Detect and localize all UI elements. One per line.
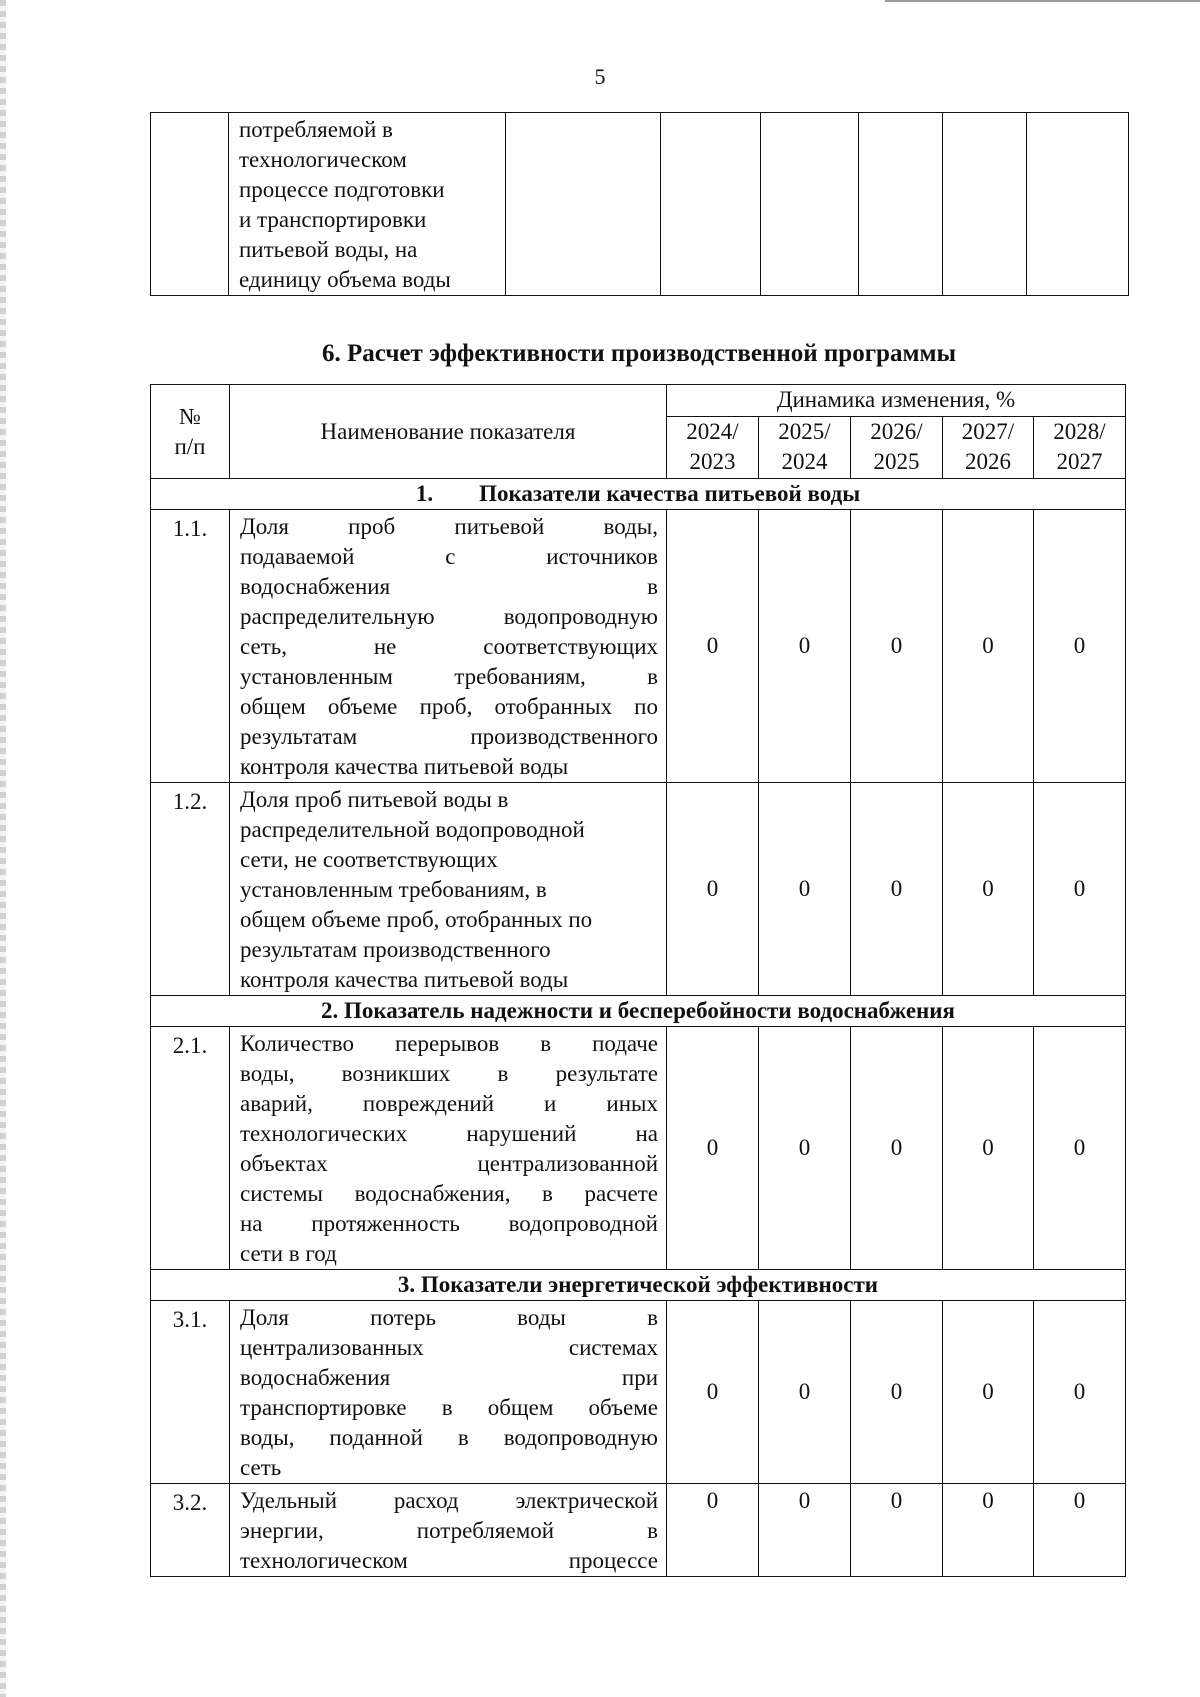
indicator-line: общем объеме проб, отобранных по — [240, 907, 593, 932]
indicator-line: энергии, потребляемой в — [240, 1518, 658, 1543]
table-cell — [661, 113, 761, 296]
indicator-line: сеть — [240, 1455, 282, 1480]
indicator-line: контроля качества питьевой воды — [240, 754, 569, 779]
year-header: 2027/ 2026 — [943, 416, 1034, 478]
indicator-line: установленным требованиям, в — [240, 877, 547, 902]
value-cell: 0 — [943, 510, 1034, 783]
indicator-line: водоснабжения при — [240, 1365, 658, 1390]
indicator-line: контроля качества питьевой воды — [240, 967, 569, 992]
year-header: 2026/ 2025 — [851, 416, 943, 478]
table-row — [151, 1484, 1126, 1577]
description-line: потребляемой в — [239, 117, 393, 142]
indicator-line: сети в год — [240, 1241, 337, 1266]
table-cell — [1027, 113, 1129, 296]
indicator-line: общем объеме проб, отобранных по — [240, 694, 658, 719]
indicator-line: транспортировке в общем объеме — [240, 1395, 658, 1420]
value-cell: 0 — [759, 783, 851, 996]
header-num-label: № п/п — [174, 403, 206, 459]
value-cell: 0 — [943, 1027, 1034, 1270]
indicator-line: Удельный расход электрической — [240, 1488, 658, 1513]
indicator-line: технологических нарушений на — [240, 1121, 658, 1146]
indicator-line: Количество перерывов в подаче — [240, 1031, 658, 1056]
value-cell: 0 — [851, 1484, 943, 1577]
table-cell — [943, 113, 1027, 296]
table-row — [151, 783, 1126, 996]
description-line: технологическом — [239, 147, 407, 172]
indicator-line: результатам производственного — [240, 937, 551, 962]
indicator-line: результатам производственного — [240, 724, 658, 749]
section-heading: 3. Показатели энергетической эффективности — [151, 1270, 1126, 1301]
indicator-line: объектах централизованной — [240, 1151, 658, 1176]
indicator-name — [230, 783, 667, 996]
row-number: 1.1. — [151, 510, 230, 783]
indicator-name — [230, 510, 667, 783]
table-row — [151, 1027, 1126, 1270]
section-row — [151, 996, 1126, 1027]
year-header: 2024/ 2023 — [667, 416, 759, 478]
scan-edge-left — [0, 0, 6, 1697]
table-cell — [151, 113, 229, 296]
table-cell-description — [229, 113, 506, 296]
header-dynamics: Динамика изменения, % — [667, 385, 1126, 417]
value-cell: 0 — [759, 510, 851, 783]
indicator-line: воды, возникших в результате — [240, 1061, 658, 1086]
row-number: 1.2. — [151, 783, 230, 996]
section-heading: 2. Показатель надежности и бесперебойности водоснабжения — [151, 996, 1126, 1027]
header-name: Наименование показателя — [230, 385, 667, 479]
description-line: единицу объема воды — [239, 267, 451, 292]
section-row — [151, 479, 1126, 510]
year-header: 2025/ 2024 — [759, 416, 851, 478]
value-cell: 0 — [943, 783, 1034, 996]
indicator-line: воды, поданной в водопроводную — [240, 1425, 658, 1450]
value-cell: 0 — [851, 1301, 943, 1484]
table-cell — [506, 113, 661, 296]
value-cell: 0 — [1034, 1027, 1126, 1270]
indicator-line: технологическом процессе — [240, 1548, 658, 1573]
description-line: процессе подготовки — [239, 177, 445, 202]
indicator-line: распределительной водопроводной — [240, 817, 585, 842]
section-heading: 1. Показатели качества питьевой воды — [151, 479, 1126, 510]
value-cell: 0 — [851, 510, 943, 783]
value-cell: 0 — [667, 1301, 759, 1484]
indicator-line: централизованных системах — [240, 1335, 658, 1360]
value-cell: 0 — [759, 1301, 851, 1484]
table-row — [151, 1301, 1126, 1484]
indicator-line: на протяженность водопроводной — [240, 1211, 658, 1236]
value-cell: 0 — [1034, 1301, 1126, 1484]
indicator-line: Доля потерь воды в — [240, 1305, 658, 1330]
indicator-name — [230, 1301, 667, 1484]
value-cell: 0 — [667, 1027, 759, 1270]
row-number: 2.1. — [151, 1027, 230, 1270]
value-cell: 0 — [667, 783, 759, 996]
value-cell: 0 — [1034, 510, 1126, 783]
indicator-line: сеть, не соответствующих — [240, 634, 658, 659]
table-row — [151, 510, 1126, 783]
row-number: 3.1. — [151, 1301, 230, 1484]
indicator-line: установленным требованиям, в — [240, 664, 658, 689]
description-line: питьевой воды, на — [239, 237, 418, 262]
indicator-line: сети, не соответствующих — [240, 847, 498, 872]
value-cell: 0 — [943, 1484, 1034, 1577]
table-cell — [859, 113, 943, 296]
description-line: и транспортировки — [239, 207, 427, 232]
page-number: 5 — [594, 64, 606, 89]
value-cell: 0 — [943, 1301, 1034, 1484]
value-cell: 0 — [667, 510, 759, 783]
scan-edge-top — [885, 0, 1200, 2]
row-number: 3.2. — [151, 1484, 230, 1577]
value-cell: 0 — [851, 1027, 943, 1270]
indicator-line: Доля проб питьевой воды, — [240, 514, 658, 539]
header-row — [151, 385, 1126, 417]
header-num — [151, 385, 230, 479]
year-header: 2028/ 2027 — [1034, 416, 1126, 478]
indicator-line: водоснабжения в — [240, 574, 658, 599]
table-cell — [761, 113, 859, 296]
section-title: 6. Расчет эффективности производственной программы — [321, 340, 957, 367]
section-row — [151, 1270, 1126, 1301]
indicator-line: системы водоснабжения, в расчете — [240, 1181, 658, 1206]
indicator-line: подаваемой с источников — [240, 544, 658, 569]
indicator-name — [230, 1027, 667, 1270]
indicator-line: аварий, повреждений и иных — [240, 1091, 658, 1116]
table-row — [151, 113, 1129, 296]
value-cell: 0 — [759, 1027, 851, 1270]
efficiency-table — [150, 384, 1126, 1577]
value-cell: 0 — [851, 783, 943, 996]
value-cell: 0 — [1034, 1484, 1126, 1577]
indicator-line: распределительную водопроводную — [240, 604, 658, 629]
indicator-line: Доля проб питьевой воды в — [240, 787, 509, 812]
indicator-name — [230, 1484, 667, 1577]
value-cell: 0 — [667, 1484, 759, 1577]
value-cell: 0 — [759, 1484, 851, 1577]
value-cell: 0 — [1034, 783, 1126, 996]
previous-table-fragment — [150, 112, 1129, 296]
